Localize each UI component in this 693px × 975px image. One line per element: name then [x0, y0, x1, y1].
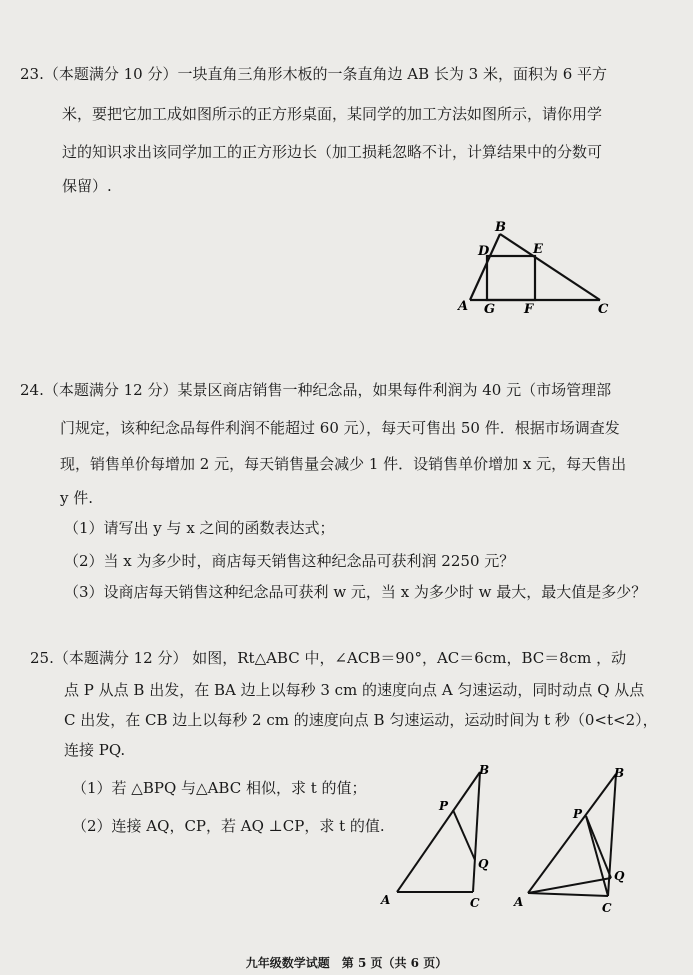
- q25-fig1-label-Q: Q: [478, 857, 489, 871]
- q23-label-C: C: [598, 302, 609, 317]
- q24-line-2: 门规定，该种纪念品每件利润不能超过 60 元），每天可售出 50 件．根据市场调查发: [60, 419, 620, 437]
- q23-label-G: G: [484, 302, 496, 317]
- q23-label-F: F: [524, 302, 534, 317]
- q23-line-1: 23.（本题满分 10 分）一块直角三角形木板的一条直角边 AB 长为 3 米，面积为 6 平方: [20, 65, 608, 83]
- q23-figure: [450, 218, 620, 318]
- q25-fig1-label-B: B: [479, 763, 490, 777]
- q23-line-2: 米，要把它加工成如图所示的正方形桌面，某同学的加工方法如图所示，请你用学: [62, 105, 603, 123]
- q25-line-2: 点 P 从点 B 出发，在 BA 边上以每秒 3 cm 的速度向点 A 匀速运动，同时动点 Q 从点: [64, 681, 645, 699]
- q23-label-D: D: [478, 244, 490, 259]
- q25-fig2-label-P: P: [573, 807, 583, 821]
- q25-sub-2: （2）连接 AQ，CP，若 AQ ⊥CP，求 t 的值.: [72, 817, 385, 835]
- q24-line-4: y 件.: [60, 489, 94, 507]
- q25-figure-1: [375, 760, 505, 915]
- q24-line-1: 24.（本题满分 12 分）某景区商店销售一种纪念品，如果每件利润为 40 元（市场管理部: [20, 381, 612, 399]
- q25-fig2-label-C: C: [602, 901, 612, 915]
- page-footer: 九年级数学试题 第 5 页（共 6 页）: [245, 956, 448, 970]
- q23-line-4: 保留）.: [62, 177, 112, 195]
- q25-line-4: 连接 PQ.: [64, 741, 126, 759]
- q24-sub-2: （2）当 x 为多少时，商店每天销售这种纪念品可获利润 2250 元？: [64, 552, 515, 570]
- q25-line-1: 25.（本题满分 12 分） 如图，Rt△ABC 中，∠ACB＝90°，AC＝6cm，BC＝8cm ，动: [30, 649, 627, 667]
- q24-sub-3: （3）设商店每天销售这种纪念品可获利 w 元，当 x 为多少时 w 最大，最大值是多少？: [64, 583, 647, 601]
- q23-label-B: B: [495, 220, 506, 235]
- q25-fig2-label-B: B: [614, 766, 625, 780]
- q25-figure-2: [510, 760, 650, 920]
- q25-fig2-label-Q: Q: [614, 869, 625, 883]
- q23-label-A: A: [458, 299, 469, 314]
- q25-line-3: C 出发，在 CB 边上以每秒 2 cm 的速度向点 B 匀速运动，运动时间为 t 秒（0<t<2），: [64, 711, 658, 729]
- q25-fig1-label-C: C: [470, 896, 480, 910]
- q24-line-3: 现，销售单价每增加 2 元，每天销售量会减少 1 件．设销售单价增加 x 元，每天售出: [60, 455, 627, 473]
- q25-sub-1: （1）若 △BPQ 与△ABC 相似，求 t 的值；: [72, 779, 367, 797]
- q24-sub-1: （1）请写出 y 与 x 之间的函数表达式；: [64, 519, 335, 537]
- q25-fig2-label-A: A: [514, 895, 524, 909]
- q25-fig1-label-A: A: [381, 893, 391, 907]
- q25-fig1-label-P: P: [439, 799, 449, 813]
- q23-label-E: E: [533, 242, 543, 257]
- q23-line-3: 过的知识求出该同学加工的正方形边长（加工损耗忽略不计，计算结果中的分数可: [62, 143, 603, 161]
